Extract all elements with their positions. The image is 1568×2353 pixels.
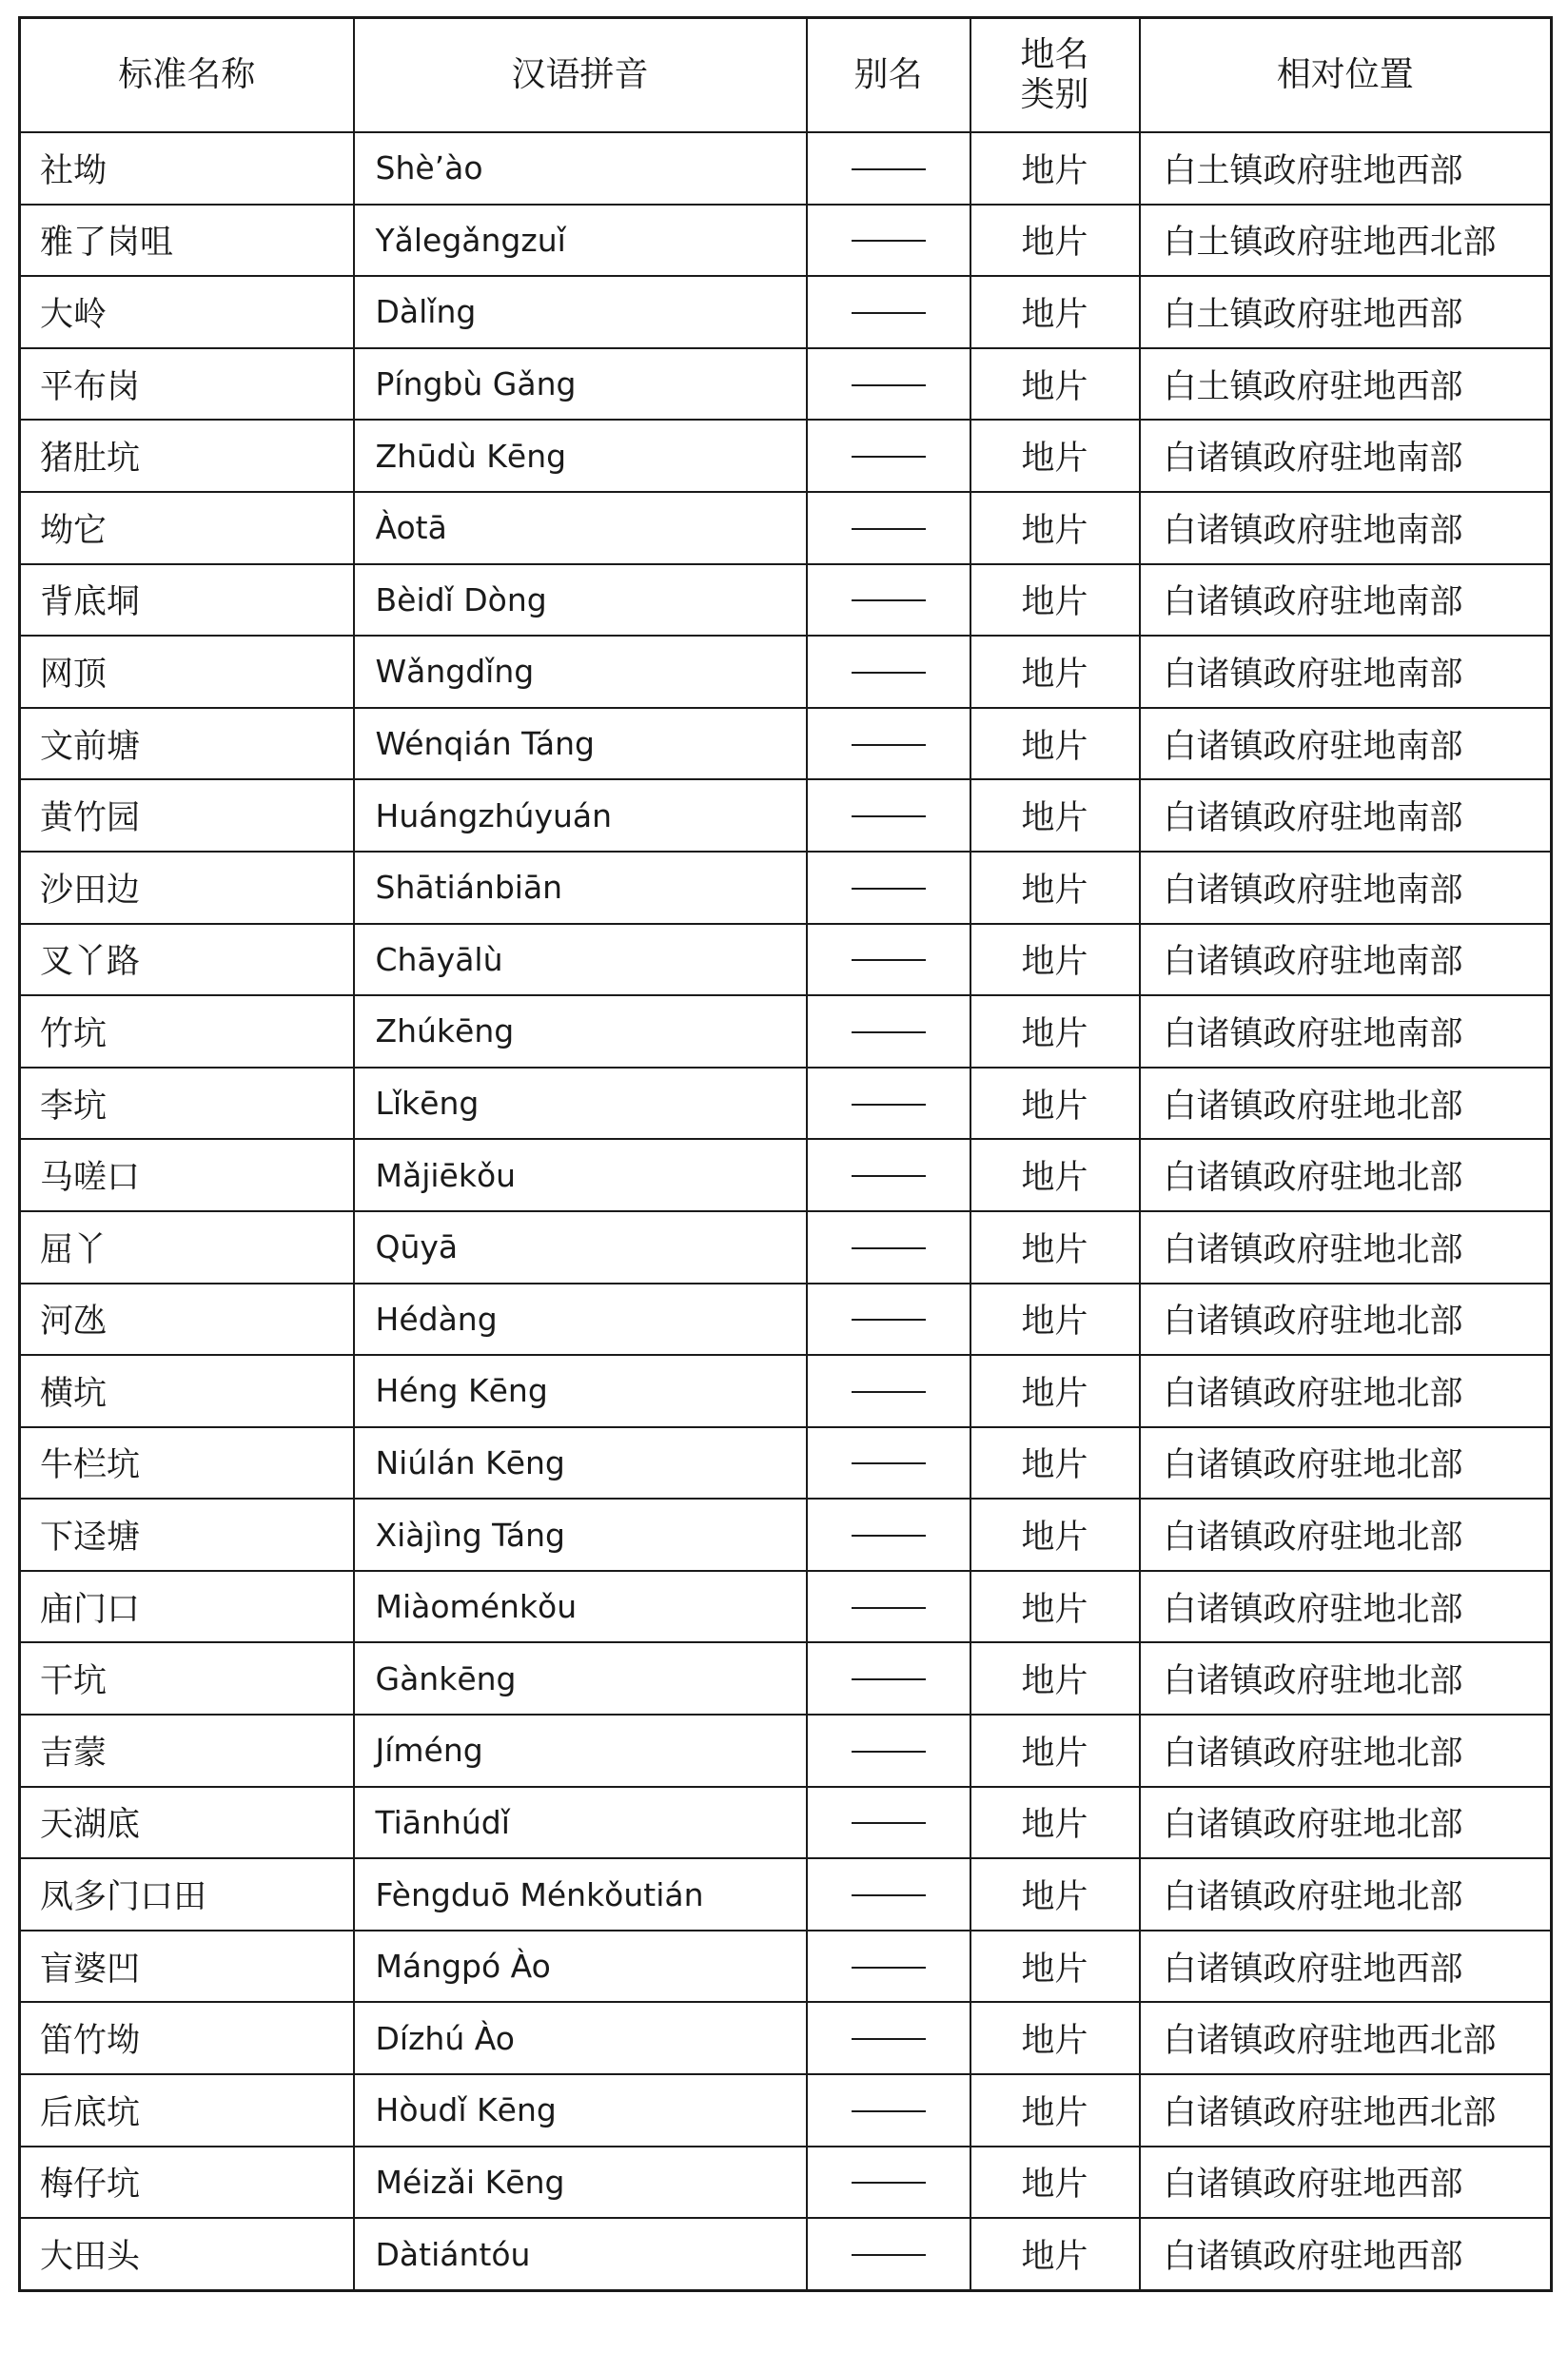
alias-dash [852,1391,926,1393]
cell-pinyin: Xiàjìng Táng [354,1499,807,1571]
alias-dash [852,168,926,170]
cell-standard-name: 天湖底 [20,1787,354,1859]
cell-alias [807,1499,970,1571]
cell-alias [807,348,970,421]
table-row [20,1427,1552,1500]
table-row [20,276,1552,348]
cell-pinyin: Àotā [354,492,807,564]
cell-relative-position: 白土镇政府驻地西部 [1140,276,1552,348]
cell-standard-name: 平布岗 [20,348,354,421]
table-row [20,636,1552,708]
cell-relative-position: 白诸镇政府驻地北部 [1140,1571,1552,1643]
table-row [20,2074,1552,2147]
cell-pinyin: Yǎlegǎngzuǐ [354,205,807,277]
cell-relative-position: 白诸镇政府驻地南部 [1140,852,1552,924]
cell-alias [807,1715,970,1787]
cell-relative-position: 白土镇政府驻地西部 [1140,348,1552,421]
alias-dash [852,312,926,314]
cell-category: 地片 [970,2002,1140,2074]
cell-standard-name: 背底垌 [20,564,354,637]
alias-dash [852,1822,926,1824]
table-row [20,852,1552,924]
alias-dash [852,2038,926,2040]
cell-alias [807,2002,970,2074]
cell-relative-position: 白诸镇政府驻地西部 [1140,2218,1552,2290]
header-category-line1: 地名 [1020,35,1089,74]
cell-pinyin: Píngbù Gǎng [354,348,807,421]
table-row [20,1858,1552,1931]
cell-category: 地片 [970,924,1140,996]
cell-category: 地片 [970,1068,1140,1140]
cell-standard-name: 猪肚坑 [20,420,354,492]
cell-category: 地片 [970,1571,1140,1643]
cell-alias [807,1068,970,1140]
cell-category: 地片 [970,1139,1140,1211]
cell-standard-name: 盲婆凹 [20,1931,354,2003]
cell-alias [807,1931,970,2003]
alias-dash [852,2182,926,2184]
header-category-line2: 类别 [1020,75,1089,114]
cell-pinyin: Shè’ào [354,132,807,205]
cell-alias [807,636,970,708]
alias-dash [852,1462,926,1464]
cell-relative-position: 白诸镇政府驻地北部 [1140,1427,1552,1500]
alias-dash [852,959,926,961]
alias-dash [852,1967,926,1969]
cell-pinyin: Méizǎi Kēng [354,2147,807,2219]
cell-alias [807,708,970,780]
cell-relative-position: 白诸镇政府驻地西部 [1140,2147,1552,2219]
alias-dash [852,815,926,817]
table-row [20,348,1552,421]
cell-alias [807,1571,970,1643]
cell-standard-name: 梅仔坑 [20,2147,354,2219]
cell-standard-name: 叉丫路 [20,924,354,996]
cell-alias [807,2218,970,2290]
cell-category: 地片 [970,205,1140,277]
alias-dash [852,1031,926,1033]
alias-dash [852,240,926,242]
cell-alias [807,1211,970,1284]
cell-alias [807,205,970,277]
table-row [20,2218,1552,2290]
alias-dash [852,1894,926,1896]
cell-category: 地片 [970,636,1140,708]
cell-relative-position: 白诸镇政府驻地西北部 [1140,2002,1552,2074]
cell-pinyin: Héng Kēng [354,1355,807,1427]
cell-relative-position: 白诸镇政府驻地北部 [1140,1499,1552,1571]
cell-relative-position: 白土镇政府驻地西北部 [1140,205,1552,277]
cell-standard-name: 凤多门口田 [20,1858,354,1931]
table-row [20,420,1552,492]
cell-category: 地片 [970,779,1140,852]
table-row [20,1068,1552,1140]
header-row [20,18,1552,133]
cell-pinyin: Tiānhúdǐ [354,1787,807,1859]
cell-standard-name: 牛栏坑 [20,1427,354,1500]
alias-dash [852,1535,926,1537]
table-row [20,1355,1552,1427]
cell-alias [807,1642,970,1715]
alias-dash [852,1175,926,1177]
cell-pinyin: Shātiánbiān [354,852,807,924]
cell-relative-position: 白诸镇政府驻地北部 [1140,1787,1552,1859]
cell-relative-position: 白诸镇政府驻地北部 [1140,1642,1552,1715]
cell-alias [807,924,970,996]
cell-category: 地片 [970,564,1140,637]
table-row [20,132,1552,205]
alias-dash [852,888,926,890]
alias-dash [852,1319,926,1321]
table-row [20,2147,1552,2219]
cell-standard-name: 马嗟口 [20,1139,354,1211]
cell-alias [807,852,970,924]
cell-pinyin: Wénqián Táng [354,708,807,780]
table-row [20,1499,1552,1571]
alias-dash [852,672,926,674]
cell-pinyin: Fèngduō Ménkǒutián [354,1858,807,1931]
cell-relative-position: 白土镇政府驻地西部 [1140,132,1552,205]
cell-relative-position: 白诸镇政府驻地南部 [1140,636,1552,708]
cell-standard-name: 横坑 [20,1355,354,1427]
cell-alias [807,1858,970,1931]
cell-standard-name: 雅了岗咀 [20,205,354,277]
cell-standard-name: 网顶 [20,636,354,708]
cell-alias [807,1787,970,1859]
cell-category: 地片 [970,132,1140,205]
cell-alias [807,276,970,348]
table-header [20,18,1552,133]
cell-category: 地片 [970,348,1140,421]
cell-relative-position: 白诸镇政府驻地南部 [1140,564,1552,637]
header-pinyin: 汉语拼音 [354,18,807,133]
header-relative-position: 相对位置 [1140,18,1552,133]
cell-standard-name: 沙田边 [20,852,354,924]
cell-pinyin: Gànkēng [354,1642,807,1715]
cell-standard-name: 下迳塘 [20,1499,354,1571]
cell-standard-name: 社坳 [20,132,354,205]
cell-pinyin: Zhúkēng [354,995,807,1068]
cell-relative-position: 白诸镇政府驻地南部 [1140,492,1552,564]
cell-standard-name: 干坑 [20,1642,354,1715]
cell-pinyin: Wǎngdǐng [354,636,807,708]
cell-relative-position: 白诸镇政府驻地南部 [1140,779,1552,852]
cell-category: 地片 [970,1284,1140,1356]
table-row [20,205,1552,277]
cell-category: 地片 [970,2147,1140,2219]
cell-standard-name: 李坑 [20,1068,354,1140]
table-row [20,1787,1552,1859]
alias-dash [852,744,926,746]
cell-category: 地片 [970,420,1140,492]
alias-dash [852,1104,926,1106]
table-row [20,1211,1552,1284]
cell-standard-name: 文前塘 [20,708,354,780]
header-alias: 别名 [807,18,970,133]
cell-category: 地片 [970,1715,1140,1787]
cell-pinyin: Hédàng [354,1284,807,1356]
cell-pinyin: Chāyālù [354,924,807,996]
cell-category: 地片 [970,1499,1140,1571]
cell-relative-position: 白诸镇政府驻地北部 [1140,1355,1552,1427]
cell-standard-name: 竹坑 [20,995,354,1068]
cell-pinyin: Zhūdù Kēng [354,420,807,492]
cell-category: 地片 [970,1642,1140,1715]
cell-relative-position: 白诸镇政府驻地西部 [1140,1931,1552,2003]
cell-relative-position: 白诸镇政府驻地南部 [1140,708,1552,780]
table-row [20,1642,1552,1715]
cell-alias [807,420,970,492]
cell-standard-name: 屈丫 [20,1211,354,1284]
cell-relative-position: 白诸镇政府驻地北部 [1140,1139,1552,1211]
cell-standard-name: 坳它 [20,492,354,564]
cell-relative-position: 白诸镇政府驻地北部 [1140,1715,1552,1787]
cell-relative-position: 白诸镇政府驻地南部 [1140,420,1552,492]
cell-relative-position: 白诸镇政府驻地北部 [1140,1211,1552,1284]
table-row [20,1931,1552,2003]
alias-dash [852,599,926,601]
cell-category: 地片 [970,276,1140,348]
table-row [20,492,1552,564]
table-row [20,2002,1552,2074]
cell-pinyin: Qūyā [354,1211,807,1284]
cell-category: 地片 [970,1427,1140,1500]
cell-standard-name: 后底坑 [20,2074,354,2147]
cell-pinyin: Miàoménkǒu [354,1571,807,1643]
cell-standard-name: 大岭 [20,276,354,348]
cell-relative-position: 白诸镇政府驻地北部 [1140,1284,1552,1356]
cell-pinyin: Dàtiántóu [354,2218,807,2290]
alias-dash [852,1751,926,1753]
alias-dash [852,2110,926,2112]
table-row [20,708,1552,780]
cell-alias [807,132,970,205]
place-name-table-container [18,16,1550,2292]
cell-relative-position: 白诸镇政府驻地南部 [1140,995,1552,1068]
cell-pinyin: Lǐkēng [354,1068,807,1140]
table-row [20,564,1552,637]
cell-relative-position: 白诸镇政府驻地南部 [1140,924,1552,996]
cell-category: 地片 [970,852,1140,924]
alias-dash [852,456,926,458]
table-row [20,924,1552,996]
cell-pinyin: Mángpó Ào [354,1931,807,2003]
cell-pinyin: Dàlǐng [354,276,807,348]
table-row [20,1139,1552,1211]
cell-category: 地片 [970,1787,1140,1859]
cell-pinyin: Huángzhúyuán [354,779,807,852]
table-row [20,779,1552,852]
alias-dash [852,2254,926,2256]
cell-category: 地片 [970,995,1140,1068]
cell-alias [807,995,970,1068]
cell-pinyin: Jíméng [354,1715,807,1787]
cell-category: 地片 [970,1355,1140,1427]
cell-pinyin: Bèidǐ Dòng [354,564,807,637]
cell-alias [807,2147,970,2219]
cell-alias [807,492,970,564]
cell-standard-name: 河氹 [20,1284,354,1356]
cell-alias [807,1139,970,1211]
cell-standard-name: 黄竹园 [20,779,354,852]
cell-alias [807,2074,970,2147]
place-name-table [18,16,1553,2292]
cell-category: 地片 [970,708,1140,780]
cell-category: 地片 [970,1931,1140,2003]
table-row [20,1715,1552,1787]
cell-pinyin: Dízhú Ào [354,2002,807,2074]
cell-standard-name: 吉蒙 [20,1715,354,1787]
cell-alias [807,779,970,852]
cell-category: 地片 [970,1211,1140,1284]
alias-dash [852,1247,926,1249]
cell-category: 地片 [970,2074,1140,2147]
table-row [20,995,1552,1068]
cell-alias [807,1355,970,1427]
cell-pinyin: Mǎjiēkǒu [354,1139,807,1211]
cell-relative-position: 白诸镇政府驻地北部 [1140,1858,1552,1931]
cell-relative-position: 白诸镇政府驻地北部 [1140,1068,1552,1140]
cell-pinyin: Hòudǐ Kēng [354,2074,807,2147]
table-row [20,1571,1552,1643]
header-category [970,18,1140,133]
cell-pinyin: Niúlán Kēng [354,1427,807,1500]
cell-standard-name: 笛竹坳 [20,2002,354,2074]
cell-alias [807,1284,970,1356]
table-row [20,1284,1552,1356]
alias-dash [852,384,926,386]
cell-standard-name: 庙门口 [20,1571,354,1643]
header-standard-name: 标准名称 [20,18,354,133]
alias-dash [852,528,926,530]
cell-alias [807,1427,970,1500]
cell-relative-position: 白诸镇政府驻地西北部 [1140,2074,1552,2147]
cell-standard-name: 大田头 [20,2218,354,2290]
table-body [20,132,1552,2290]
cell-category: 地片 [970,1858,1140,1931]
alias-dash [852,1678,926,1680]
alias-dash [852,1607,926,1609]
cell-category: 地片 [970,492,1140,564]
cell-category: 地片 [970,2218,1140,2290]
cell-alias [807,564,970,637]
